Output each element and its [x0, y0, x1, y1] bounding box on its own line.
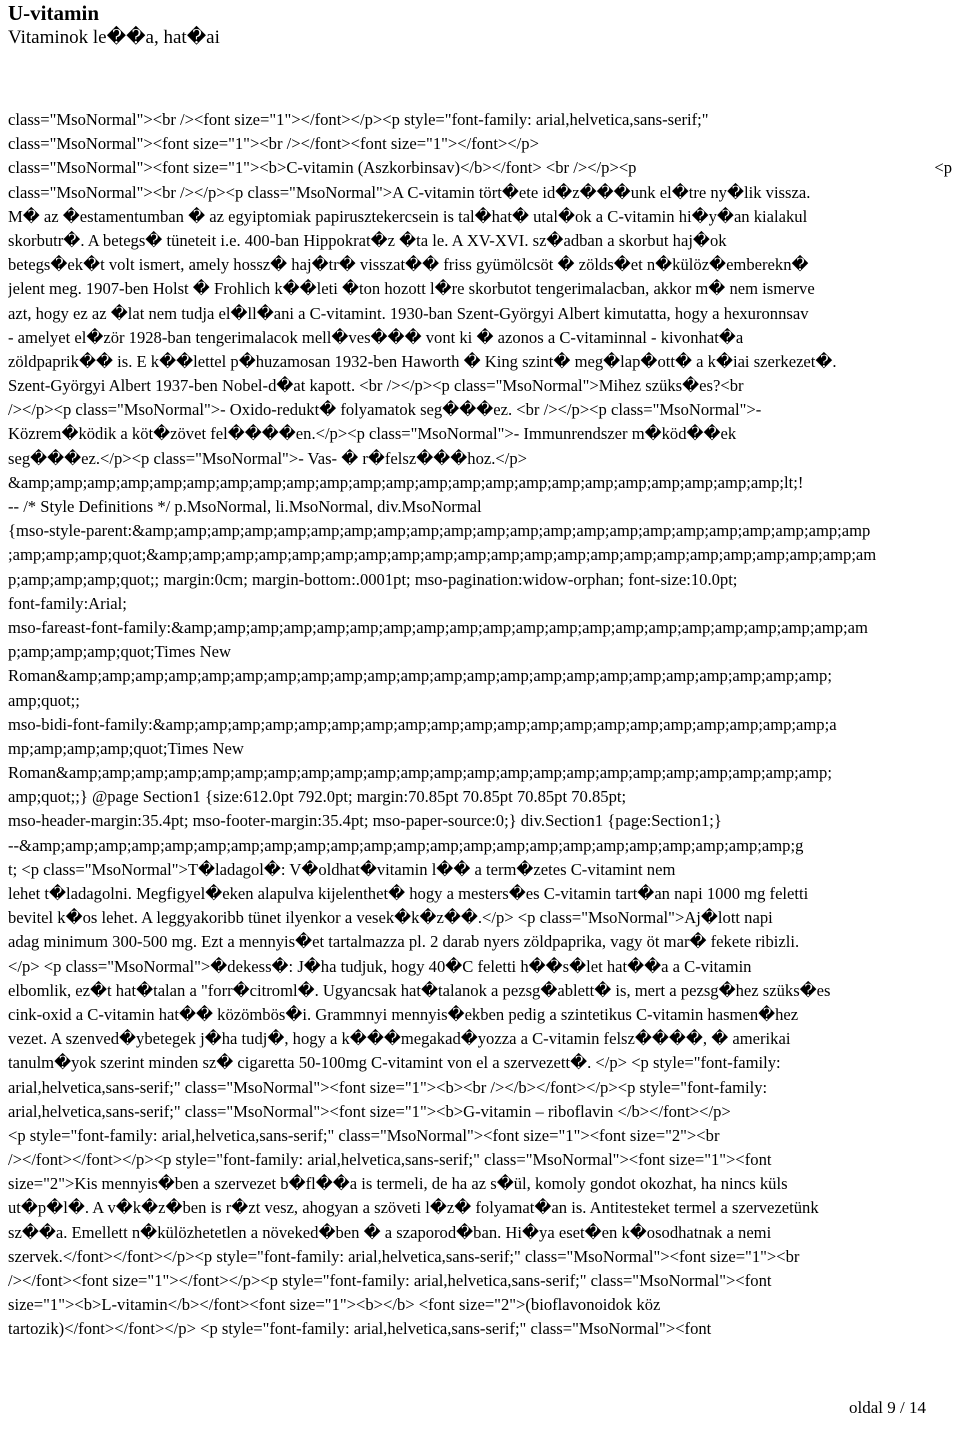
body-text-line: amp;quot;;} @page Section1 {size:612.0pt 792.0pt; margin:70.85pt 70.85pt 70.85pt 70.85pt;	[8, 787, 627, 807]
body-text-line	[8, 156, 952, 180]
document-subtitle: Vitaminok le��a, hat�ai	[8, 27, 220, 48]
body-text-line: tanulm�yok szerint minden sz� cigaretta 50-100mg C-vitamint von el a szervezett�. </p> <p style="font-family:	[8, 1053, 781, 1073]
page-header	[8, 0, 952, 50]
document-body	[8, 108, 952, 1368]
body-text-line: -- /* Style Definitions */ p.MsoNormal, li.MsoNormal, div.MsoNormal	[8, 497, 482, 516]
body-text-line: class="MsoNormal"><font size="1"><br /></font><font size="1"></font></p>	[8, 134, 539, 154]
body-text-line: zöldpaprik�� is. E k��lettel p�huzamosan 1932-ben Haworth � King szint� meg�lap�ott� a k�iai szerkezet�.	[8, 351, 837, 371]
body-text-line: szervek.</font></font></p><p style="font-family: arial,helvetica,sans-serif;" class="MsoNormal"><font size="1"><br	[8, 1246, 800, 1266]
body-text-line: cink-oxid a C-vitamin hat�� közömbös�i. Grammnyi mennyis�ekben pedig a szintetikus C-vitamin hasmen�hez	[8, 1004, 799, 1024]
body-text-line: t; <p class="MsoNormal">T�ladagol�: V�oldhat�vitamin l�� a term�zetes C-vitamint nem	[8, 859, 676, 879]
body-text-line: --&amp;amp;amp;amp;amp;amp;amp;amp;amp;amp;amp;amp;amp;amp;amp;amp;amp;amp;amp;amp;amp;amp;amp;g	[8, 835, 804, 855]
body-text-line: </p> <p class="MsoNormal">�dekess�: J�ha tudjuk, hogy 40�C feletti h��s�let hat��a a C-vitamin	[8, 956, 752, 976]
page-number: oldal 9 / 14	[849, 1398, 926, 1417]
body-text-line: class="MsoNormal"><br /><font size="1"></font></p><p style="font-family: arial,helvetica,sans-serif;"	[8, 110, 709, 129]
body-text-line: mso-bidi-font-family:&amp;amp;amp;amp;amp;amp;amp;amp;amp;amp;amp;amp;amp;amp;amp;amp;amp;amp;amp;amp;a	[8, 714, 837, 734]
body-text-line: elbomlik, ez�t hat�talan a "forr�citroml�. Ugyancsak hat�talanok a pezsg�ablett� is, mert a pezsg�hez szüks�es	[8, 980, 831, 1000]
body-text-line: ut�p�l�. A v�k�z�ben is r�zt vesz, ahogyan a szöveti l�z� folyamat�an is. Antitesteket termel a szervezetünk	[8, 1198, 819, 1218]
body-text-line: p;amp;amp;amp;quot;Times New	[8, 642, 231, 662]
body-text-line: size="1"><b>L-vitamin</b></font><font size="1"><b></b> <font size="2">(bioflavonoidok köz	[8, 1295, 661, 1315]
body-text-line: {mso-style-parent:&amp;amp;amp;amp;amp;amp;amp;amp;amp;amp;amp;amp;amp;amp;amp;amp;amp;amp;amp;amp;amp;amp	[8, 521, 871, 541]
body-text-line: azt, hogy ez az �lat nem tudja el�ll�ani a C-vitamint. 1930-ban Szent-Györgyi Albert kimutatta, hogy a hexuronnsav	[8, 303, 809, 323]
body-text-line: bevitel k�os lehet. A leggyakoribb tünet ilyenkor a vesek�k�z��.</p> <p class="MsoNormal">Aj�lott napi	[8, 908, 773, 928]
body-text-line: Roman&amp;amp;amp;amp;amp;amp;amp;amp;amp;amp;amp;amp;amp;amp;amp;amp;amp;amp;amp;amp;amp;amp;amp;	[8, 763, 832, 783]
body-text-line: font-family:Arial;	[8, 593, 127, 613]
body-text-line: ;amp;amp;amp;quot;&amp;amp;amp;amp;amp;amp;amp;amp;amp;amp;amp;amp;amp;amp;amp;amp;amp;amp;amp;amp;amp;am	[8, 545, 877, 565]
body-text-line: Roman&amp;amp;amp;amp;amp;amp;amp;amp;amp;amp;amp;amp;amp;amp;amp;amp;amp;amp;amp;amp;amp;amp;amp;	[8, 666, 832, 686]
body-text-line: lehet t�ladagolni. Megfigyel�eken alapulva kijelenthet� hogy a mesters�es C-vitamin tart�an napi 1000 mg feletti	[8, 884, 809, 903]
body-text-line: mso-fareast-font-family:&amp;amp;amp;amp;amp;amp;amp;amp;amp;amp;amp;amp;amp;amp;amp;amp;amp;amp;amp;amp;am	[8, 617, 868, 637]
body-text-line: mp;amp;amp;amp;quot;Times New	[8, 738, 244, 758]
body-text-line: arial,helvetica,sans-serif;" class="MsoNormal"><font size="1"><b>G-vitamin – riboflavin </b></font></p>	[8, 1101, 731, 1121]
body-text-line: betegs�ek�t volt ismert, amely hossz� haj�tr� visszat�� friss gyümölcsöt � zölds�et n�külöz�emberekn�	[8, 255, 809, 275]
body-text-line: Közrem�ködik a köt�zövet fel����en.</p><p class="MsoNormal">- Immunrendszer m�köd��ek	[8, 424, 737, 444]
body-text-line: M� az �estamentumban � az egyiptomiak papirusztekercsein is tal�hat� utal�ok a C-vitamin hi�y�an kialakul	[8, 206, 808, 226]
body-text-line: arial,helvetica,sans-serif;" class="MsoNormal"><font size="1"><b><br /></b></font></p><p style="font-family:	[8, 1077, 768, 1097]
body-text-line: tartozik)</font></font></p> <p style="font-family: arial,helvetica,sans-serif;" class="MsoNormal"><font	[8, 1319, 712, 1339]
body-text-line: /></font><font size="1"></font></p><p style="font-family: arial,helvetica,sans-serif;" class="MsoNormal"><font	[8, 1271, 772, 1290]
body-text-line: jelent meg. 1907-ben Holst � Frohlich k��leti �ton hozott l�re skorbutot tengerimalacban, akkor m� nem ismerve	[8, 279, 815, 299]
body-text-line: /></font></font></p><p style="font-family: arial,helvetica,sans-serif;" class="MsoNormal"><font size="1"><font	[8, 1150, 772, 1170]
body-text-line: Szent-Györgyi Albert 1937-ben Nobel-d�at kapott. <br /></p><p class="MsoNormal">Mihez szüks�es?<br	[8, 376, 744, 396]
body-text-line: - amelyet el�zör 1928-ban tengerimalacok mell�ves��� vont ki � azonos a C-vitaminnal - kivonhat�a	[8, 327, 744, 347]
body-text-line: class="MsoNormal"><br /></p><p class="MsoNormal">A C-vitamin tört�ete id�z���unk el�tre ny�lik vissza.	[8, 182, 811, 202]
body-text-line: mso-header-margin:35.4pt; mso-footer-margin:35.4pt; mso-paper-source:0;} div.Section1 {page:Section1;}	[8, 811, 722, 831]
body-text-line: seg���ez.</p><p class="MsoNormal">- Vas- � r�felsz���hoz.</p>	[8, 448, 528, 468]
body-text-line: skorbutr�. A betegs� tüneteit i.e. 400-ban Hippokrat�z �ta le. A XV-XVI. sz�adban a skorbut haj�ok	[8, 230, 727, 250]
body-text-line: size="2">Kis mennyis�ben a szervezet b�fl��a is termeli, de ha az s�ül, komoly gondot okozhat, ha nincs küls	[8, 1174, 788, 1194]
body-text-segment: <p	[934, 158, 952, 178]
body-text-line: p;amp;amp;amp;quot;; margin:0cm; margin-bottom:.0001pt; mso-pagination:widow-orphan; font-size:10.0pt;	[8, 569, 738, 589]
body-text-line: &amp;amp;amp;amp;amp;amp;amp;amp;amp;amp;amp;amp;amp;amp;amp;amp;amp;amp;amp;amp;amp;amp;amp;lt;!	[8, 472, 804, 492]
body-text-line: adag minimum 300-500 mg. Ezt a mennyis�et tartalmazza pl. 2 darab nyers zöldpaprika, vagy öt mar� fekete ribizli.	[8, 932, 800, 952]
body-text-line: amp;quot;;	[8, 690, 80, 710]
document-title: U-vitamin	[8, 1, 99, 25]
body-text-line: <p style="font-family: arial,helvetica,sans-serif;" class="MsoNormal"><font size="1"><font size="2"><br	[8, 1125, 720, 1145]
body-text-line: /></p><p class="MsoNormal">- Oxido-redukt� folyamatok seg���ez. <br /></p><p class="MsoNormal">-	[8, 400, 762, 420]
body-text-line: sz��a. Emellett n�külözhetetlen a növeked�ben � a szaporod�ban. Hi�ya eset�en k�osodhatnak a nemi	[8, 1222, 772, 1242]
body-text-segment: class="MsoNormal"><font size="1"><b>C-vitamin (Aszkorbinsav)</b></font> <br /></p><p	[8, 158, 637, 178]
body-text-line: vezet. A szenved�ybetegek j�ha tudj�, hogy a k���megakad�yozza a C-vitamin felsz����, � amerikai	[8, 1029, 791, 1049]
